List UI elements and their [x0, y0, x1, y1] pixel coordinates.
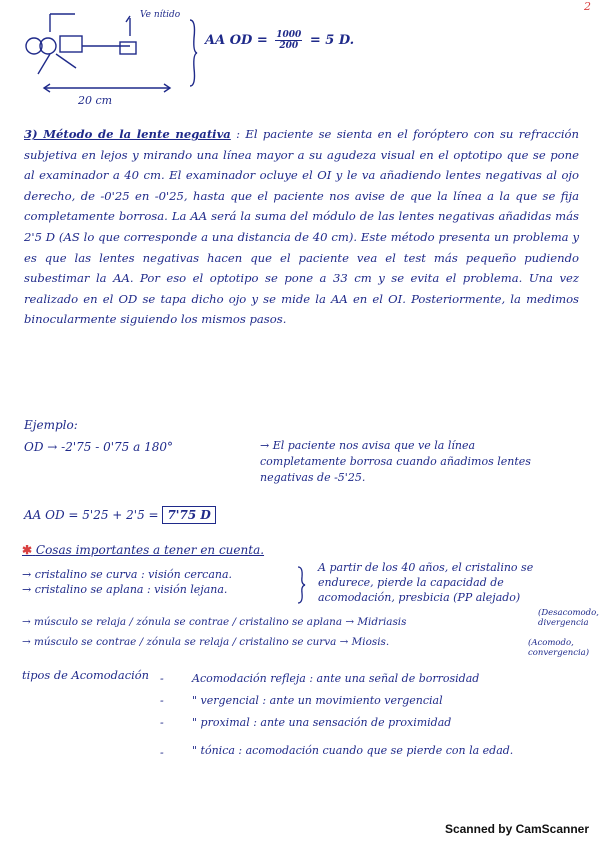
- eye-optotype-sketch: [20, 8, 200, 108]
- tipos-text: " tónica : acomodación cuando que se pierde con la edad.: [192, 744, 514, 757]
- tipos-text: Acomodación refleja : ante una señal de borrosidad: [192, 672, 480, 685]
- muscle-line: → músculo se contrae / zónula se relaja / cristalino se curva → Miosis.: [22, 636, 390, 648]
- aa-denominator: 200: [279, 41, 299, 51]
- section-3-heading: 3) Método de la lente negativa: [24, 127, 231, 141]
- asterisk-icon: ✱: [22, 543, 33, 557]
- page-number: 2: [584, 0, 591, 13]
- aa-formula-prefix: AA OD =: [205, 33, 268, 48]
- muscle-line: → músculo se relaja / zónula se contrae / cristalino se aplana → Midriasis: [22, 616, 407, 628]
- tipos-dash: -: [160, 746, 164, 759]
- tipos-item: [160, 742, 580, 764]
- example-result-boxed: 7'75 D: [162, 506, 215, 524]
- tipos-dash: -: [160, 716, 164, 729]
- bullet-item: → cristalino se curva : visión cercana.: [22, 568, 233, 581]
- example-result: [24, 508, 216, 522]
- cases-title-text: Cosas importantes a tener en cuenta.: [35, 543, 265, 557]
- tipos-item: [160, 690, 580, 712]
- muscle-note-divergence: (Desacomodo, divergencia: [538, 608, 599, 628]
- muscle-note-convergence: (Acomodo, convergencia): [528, 638, 590, 658]
- section-3-paragraph: [24, 124, 579, 330]
- sketch-distance-label: 20 cm: [78, 94, 113, 107]
- cristalino-note: A partir de los 40 años, el cristalino se endurece, pierde la capacidad de acomodación, presbicia (PP alejado): [318, 561, 534, 604]
- tipos-item: [160, 712, 580, 734]
- aa-fraction: [275, 30, 302, 51]
- cristalino-bullets: [22, 567, 322, 597]
- tipos-item: [160, 668, 580, 690]
- example-label: Ejemplo:: [24, 418, 78, 432]
- example-od-line: OD → -2'75 - 0'75 a 180°: [24, 440, 173, 454]
- tipos-text: " proximal : ante una sensación de proximidad: [192, 716, 452, 729]
- tipos-label: tipos de Acomodación: [22, 668, 149, 682]
- section-3-body: : El paciente se sienta en el foróptero con su refracción subjetiva en lejos y mirando una línea mayor a su agudeza visual en el optotipo que se pone al examinador a 40 cm. El examinador ocluye el OI y le va añadiendo lentes negativas al ojo derecho, de -0'25 en -0'25, hasta que el paciente nos avise de que la línea a la que se fija completamente borrosa. La AA será la suma del módulo de las lentes negativas añadidas más 2'5 D (AS lo que corresponde a una distancia de 40 cm). Este método presenta un problema y es que las lentes negativas hacen que el paciente vea el test más pequeño pudiendo subestimar la AA. Por eso el optotipo se pone a 33 cm y se evita el problema. Una vez realizado en el OD se tapa dicho ojo y se mide la AA en el OI. Posteriormente, la medimos binocularmente siguiendo los mismos pasos.: [24, 127, 579, 327]
- tipos-dash: -: [160, 694, 164, 707]
- example-result-prefix: AA OD = 5'25 + 2'5 =: [24, 508, 159, 522]
- cases-brace: [296, 565, 306, 605]
- right-brace: [188, 18, 198, 88]
- bullet-item: → cristalino se aplana : visión lejana.: [22, 583, 228, 596]
- tipos-list: [160, 668, 580, 764]
- example-note: → El paciente nos avisa que ve la línea completamente borrosa cuando añadimos lentes negativas de -5'25.: [260, 439, 531, 484]
- muscle-lines: [22, 612, 582, 652]
- aa-formula: [205, 30, 354, 51]
- sketch-label-top: Ve nítido: [140, 10, 181, 20]
- aa-numerator: 1000: [276, 30, 302, 40]
- cases-title: [22, 543, 264, 557]
- aa-formula-result: = 5 D.: [309, 33, 355, 48]
- tipos-dash: -: [160, 672, 164, 685]
- scanner-watermark: Scanned by CamScanner: [444, 822, 589, 836]
- tipos-text: " vergencial : ante un movimiento vergencial: [192, 694, 443, 707]
